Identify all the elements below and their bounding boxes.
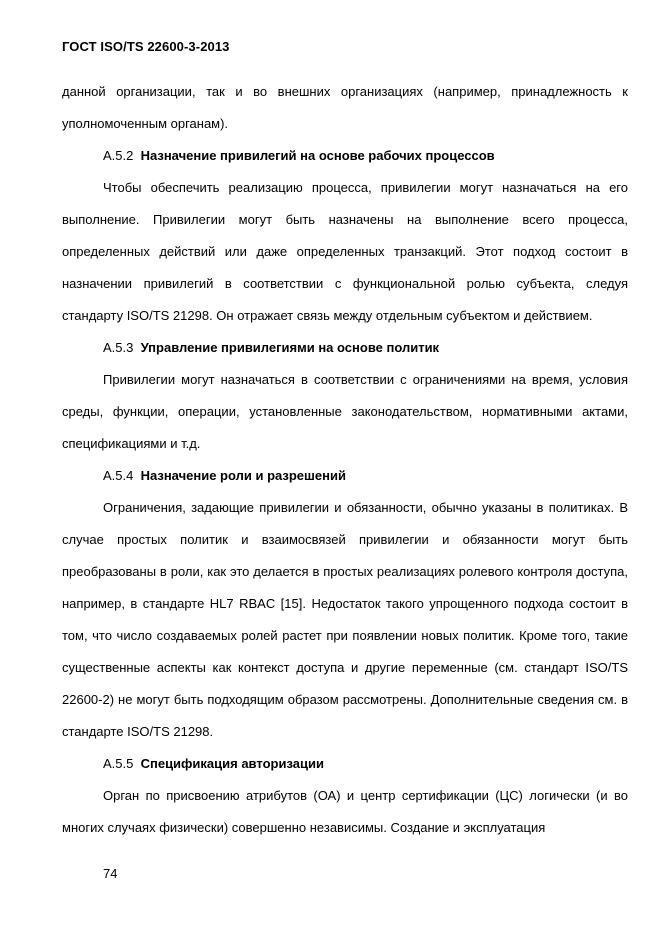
section-title: Назначение роли и разрешений xyxy=(140,468,346,483)
section-number: A.5.3 xyxy=(103,340,134,355)
document-header: ГОСТ ISO/TS 22600-3-2013 xyxy=(62,39,230,54)
paragraph: Ограничения, задающие привилегии и обязанности, обычно указаны в политиках. В случае простых политик и взаимосвязей привилегии и обязанности могут быть преобразованы в роли, как это делается в простых реализациях ролевого контроля доступа, например, в стандарте HL7 RBAC [15]. Недостаток такого упрощенного подхода состоит в том, что число создаваемых ролей растет при появлении новых политик. Кроме того, такие существенные аспекты как контекст доступа и другие переменные (см. стандарт ISO/TS 22600-2) не могут быть подходящим образом рассмотрены. Дополнительные сведения см. в стандарте ISO/TS 21298. xyxy=(62,500,628,739)
section-heading-a54 xyxy=(62,460,628,492)
section-number: A.5.4 xyxy=(103,468,134,483)
section-number: A.5.5 xyxy=(103,756,134,771)
section-heading-a53 xyxy=(62,332,628,364)
section-heading-a52 xyxy=(62,140,628,172)
paragraph: Привилегии могут назначаться в соответствии с ограничениями на время, условия среды, функции, операции, установленные законодательством, нормативными актами, спецификациями и т.д. xyxy=(62,372,628,451)
section-title: Назначение привилегий на основе рабочих процессов xyxy=(140,148,495,163)
paragraph: Орган по присвоению атрибутов (ОА) и центр сертификации (ЦС) логически (и во многих случаях физически) совершенно независимы. Создание и эксплуатация xyxy=(62,788,628,835)
paragraph: Чтобы обеспечить реализацию процесса, привилегии могут назначаться на его выполнение. Привилегии могут быть назначены на выполнение всего процесса, определенных действий или даже определенных транзакций. Этот подход состоит в назначении привилегий в соответствии с функциональной ролью субъекта, следуя стандарту ISO/TS 21298. Он отражает связь между отдельным субъектом и действием. xyxy=(62,180,628,323)
section-title: Спецификация авторизации xyxy=(140,756,324,771)
page-number: 74 xyxy=(103,866,118,881)
section-heading-a55 xyxy=(62,748,628,780)
section-title: Управление привилегиями на основе политик xyxy=(140,340,440,355)
section-number: A.5.2 xyxy=(103,148,134,163)
document-body xyxy=(62,76,628,844)
intro-paragraph: данной организации, так и во внешних организациях (например, принадлежность к уполномоченным органам). xyxy=(62,84,628,131)
